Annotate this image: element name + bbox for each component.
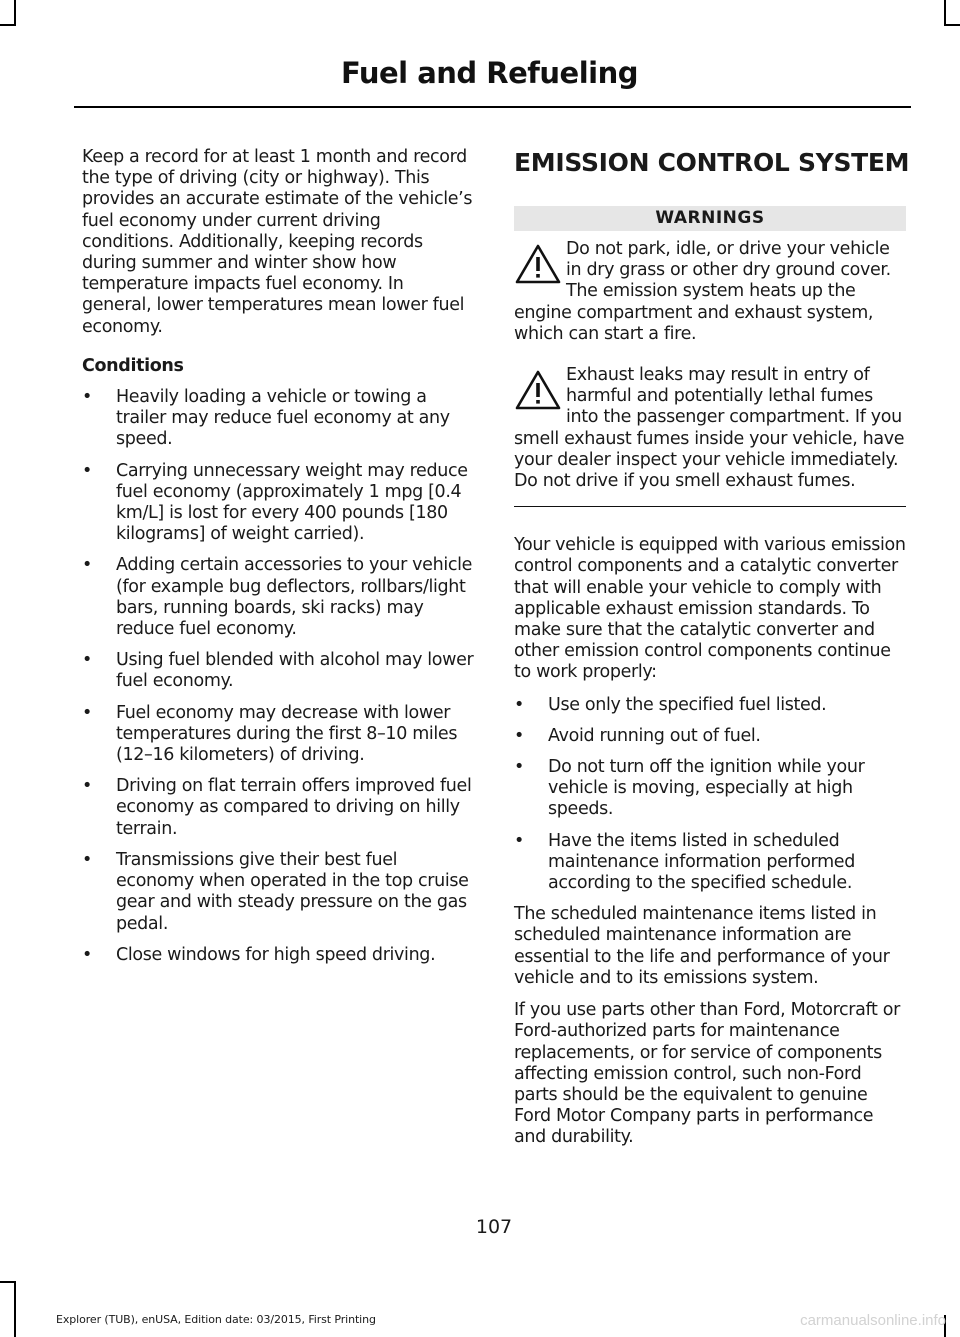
list-item: • Do not turn off the ignition while your vehicle is moving, especially at high speeds. (514, 757, 865, 820)
warning-triangle-icon (514, 369, 562, 411)
bullet-icon: • (82, 460, 92, 481)
list-item: • Transmissions give their best fuel economy when operated in the top cruise gear and with steady pressure on the gas pedal. (82, 849, 469, 934)
list-item: • Fuel economy may decrease with lower temperatures during the first 8–10 miles (12–16 kilometers) of driving. (82, 702, 458, 766)
section-title: EMISSION CONTROL SYSTEM (514, 148, 910, 177)
list-item: • Close windows for high speed driving. (82, 944, 436, 965)
warning-block (514, 239, 906, 345)
left-column (82, 147, 475, 976)
list-item: • Use only the specified fuel listed. (514, 694, 827, 715)
bullet-icon: • (82, 776, 92, 797)
header-rule (74, 106, 911, 108)
crop-mark-top-left-v (14, 0, 16, 24)
warning-block (514, 365, 906, 492)
list-item: • Heavily loading a vehicle or towing a trailer may reduce fuel economy at any speed. (82, 387, 450, 450)
bullet-icon: • (514, 757, 524, 778)
bullet-icon: • (514, 694, 524, 715)
bullet-icon: • (82, 387, 92, 408)
list-item: • Adding certain accessories to your vehicle (for example bug deflectors, rollbars/light bars, running boards, ski racks) may reduce fuel economy. (82, 555, 473, 640)
emission-list (514, 695, 906, 895)
list-item: • Have the items listed in scheduled maintenance information performed according to the specified schedule. (514, 830, 855, 894)
list-item: • Avoid running out of fuel. (514, 725, 761, 746)
crop-mark-bottom-left-v (14, 1281, 16, 1337)
watermark: carmanualsonline.info (800, 1312, 946, 1329)
warnings-heading: WARNINGS (514, 206, 906, 231)
warning-text: Do not park, idle, or drive your vehicle in dry grass or other dry ground cover. The emission system heats up the engine compartment and exhaust system, which can start a fire. (514, 239, 891, 344)
crop-mark-top-left-h (0, 24, 16, 26)
bullet-icon: • (82, 650, 92, 671)
bullet-icon: • (514, 725, 524, 746)
list-item: • Carrying unnecessary weight may reduce fuel economy (approximately 1 mpg [0.4 km/L] is lost for every 400 pounds [180 kilograms] of weight carried). (82, 460, 468, 545)
list-item: • Driving on flat terrain offers improved fuel economy as compared to driving on hilly terrain. (82, 776, 472, 839)
page-number: 107 (475, 1216, 513, 1238)
bullet-icon: • (82, 849, 92, 870)
warning-text: Exhaust leaks may result in entry of harmful and potentially lethal fumes into the passenger compartment. If you smell exhaust fumes inside your vehicle, have your dealer inspect your vehicle immediately. Do not drive if you smell exhaust fumes. (514, 365, 905, 492)
bullet-icon: • (514, 830, 524, 851)
crop-mark-top-right-v (944, 0, 946, 24)
footer-edition: Explorer (TUB), enUSA, Edition date: 03/2015, First Printing (56, 1313, 376, 1326)
list-item: • Using fuel blended with alcohol may lower fuel economy. (82, 650, 474, 692)
parts-paragraph: If you use parts other than Ford, Motorcraft or Ford-authorized parts for maintenance replacements, or for service of components affecting emission control, such non-Ford parts should be the equivalent to genuine Ford Motor Company parts in performance and durability. (514, 1000, 900, 1148)
bullet-icon: • (82, 702, 92, 723)
maintenance-paragraph: The scheduled maintenance items listed in scheduled maintenance information are essential to the life and performance of your vehicle and to its emissions system. (514, 904, 890, 988)
conditions-list (82, 387, 475, 966)
right-column (514, 147, 910, 1160)
warning-triangle-icon (514, 243, 562, 285)
bullet-icon: • (82, 555, 92, 576)
bullet-icon: • (82, 944, 92, 965)
crop-mark-top-right-h (944, 24, 960, 26)
crop-mark-bottom-left-h (0, 1281, 16, 1283)
warnings-end-rule (514, 506, 906, 507)
conditions-heading: Conditions (82, 355, 184, 376)
page-header-title: Fuel and Refueling (340, 56, 638, 90)
intro-paragraph: Keep a record for at least 1 month and record the type of driving (city or highway). This provides an accurate estimate of the vehicle’s fuel economy under current driving conditions. Additionally, keeping records during summer and winter show how temperature impacts fuel economy. In general, lower temperatures mean lower fuel economy. (82, 147, 473, 337)
emission-paragraph: Your vehicle is equipped with various emission control components and a catalytic converter that will enable your vehicle to comply with applicable exhaust emission standards. To make sure that the catalytic converter and other emission control components continue to work properly: (514, 535, 906, 683)
